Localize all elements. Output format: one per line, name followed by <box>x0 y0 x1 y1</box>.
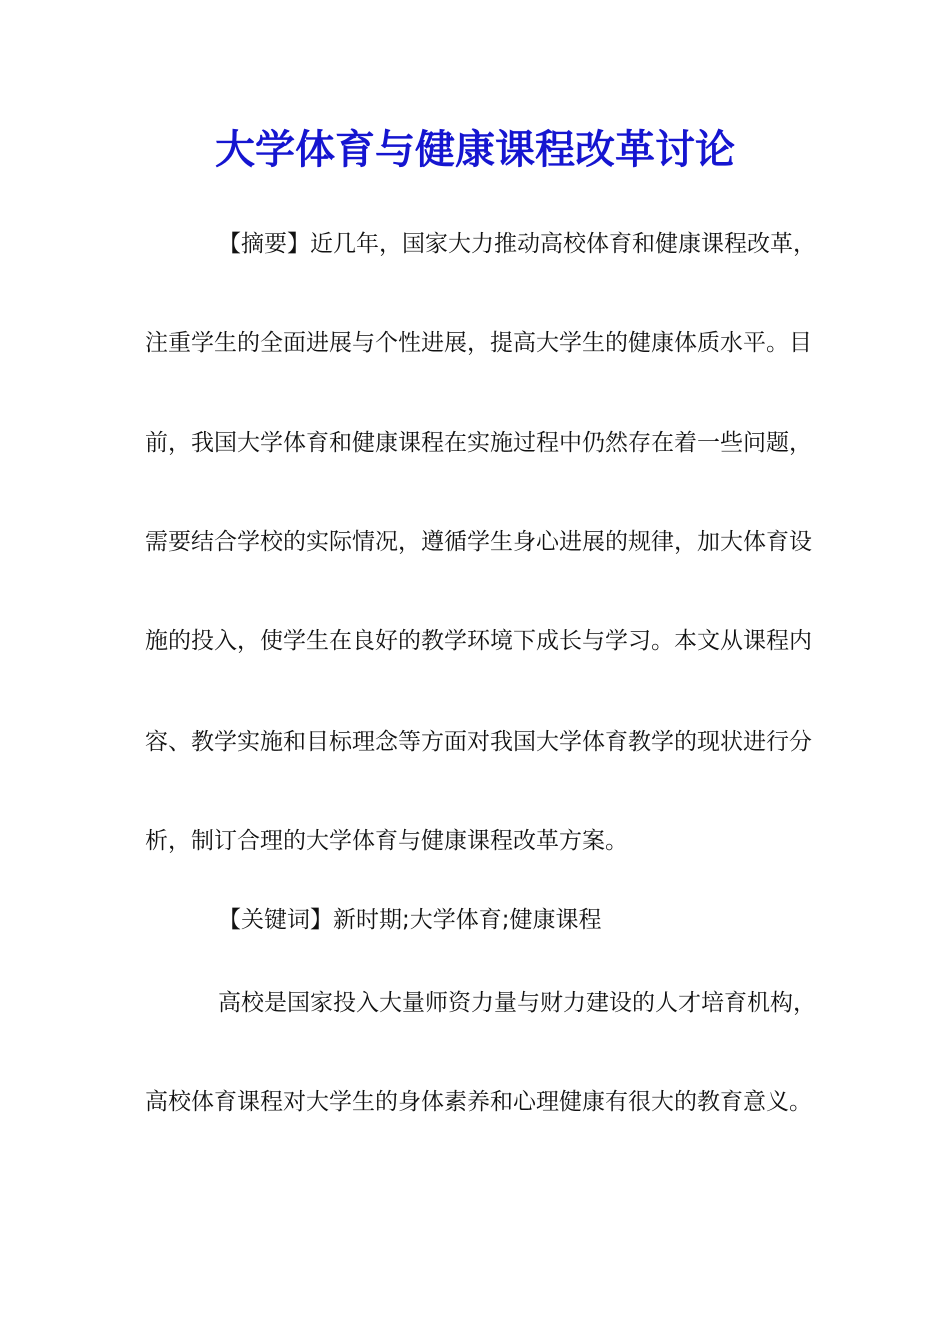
abstract-line: 【摘要】近几年，国家大力推动高校体育和健康课程改革， <box>218 231 816 257</box>
body-line: 高校是国家投入大量师资力量与财力建设的人才培育机构， <box>218 990 816 1016</box>
keywords-line: 【关键词】新时期;大学体育;健康课程 <box>218 907 602 933</box>
abstract-line: 容、教学实施和目标理念等方面对我国大学体育教学的现状进行分 <box>145 729 812 755</box>
abstract-line: 施的投入，使学生在良好的教学环境下成长与学习。本文从课程内 <box>145 628 812 654</box>
document-title: 大学体育与健康课程改革讨论 <box>215 126 735 173</box>
body-line: 高校体育课程对大学生的身体素养和心理健康有很大的教育意义。 <box>145 1089 812 1115</box>
abstract-line: 需要结合学校的实际情况，遵循学生身心进展的规律，加大体育设 <box>145 529 812 555</box>
abstract-line: 前，我国大学体育和健康课程在实施过程中仍然存在着一些问题， <box>145 430 812 456</box>
abstract-line: 注重学生的全面进展与个性进展，提高大学生的健康体质水平。目 <box>145 330 812 356</box>
abstract-line: 析，制订合理的大学体育与健康课程改革方案。 <box>145 828 628 854</box>
